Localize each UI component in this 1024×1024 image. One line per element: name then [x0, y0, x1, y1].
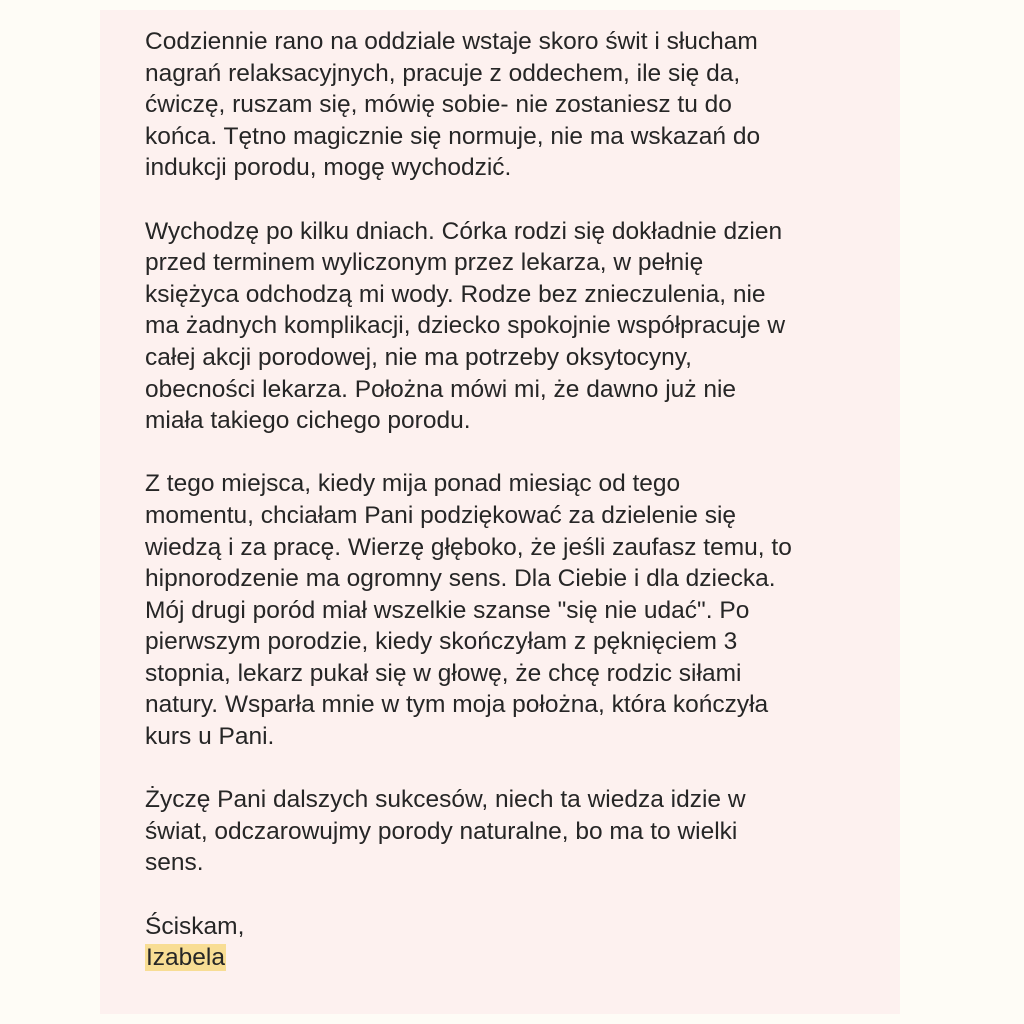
letter-body: [145, 26, 885, 974]
signature-name: Izabela: [146, 944, 226, 972]
paragraph-2: [145, 216, 885, 437]
paragraph-line: całej akcji porodowej, nie ma potrzeby oksytocyny,: [145, 343, 692, 371]
paragraph-1: [145, 26, 885, 184]
paragraph-line: nagrań relaksacyjnych, pracuje z oddechem, ile się da,: [145, 59, 741, 87]
paragraph-line: miała takiego cichego porodu.: [145, 407, 471, 435]
paragraph-line: wiedzą i za pracę. Wierzę głęboko, że jeśli zaufasz temu, to: [145, 533, 792, 561]
paragraph-3: [145, 468, 885, 752]
paragraph-line: przed terminem wyliczonym przez lekarza, w pełnię: [145, 249, 704, 277]
paragraph-line: ma żadnych komplikacji, dziecko spokojnie współpracuje w: [145, 312, 786, 340]
paragraph-line: momentu, chciałam Pani podziękować za dzielenie się: [145, 501, 737, 529]
paragraph-line: stopnia, lekarz pukał się w głowę, że chcę rodzic siłami: [145, 659, 742, 687]
paragraph-line: Codziennie rano na oddziale wstaje skoro świt i słucham: [145, 28, 758, 55]
paragraph-line: Życzę Pani dalszych sukcesów, niech ta wiedza idzie w: [145, 786, 746, 814]
signature-line: [145, 942, 885, 974]
paragraph-4: [145, 784, 885, 879]
paragraph-line: sens.: [145, 849, 204, 877]
paragraph-line: Z tego miejsca, kiedy mija ponad miesiąc od tego: [145, 470, 681, 498]
paragraph-line: świat, odczarowujmy porody naturalne, bo ma to wielki: [145, 817, 738, 845]
paragraph-line: końca. Tętno magicznie się normuje, nie ma wskazań do: [145, 122, 761, 150]
paragraph-line: pierwszym porodzie, kiedy skończyłam z pęknięciem 3: [145, 628, 738, 656]
paragraph-line: ćwiczę, ruszam się, mówię sobie- nie zostaniesz tu do: [145, 91, 732, 119]
paragraph-line: indukcji porodu, mogę wychodzić.: [145, 154, 512, 182]
paragraph-line: hipnorodzenie ma ogromny sens. Dla Ciebie i dla dziecka.: [145, 565, 776, 593]
paragraph-line: Mój drugi poród miał wszelkie szanse "się nie udać". Po: [145, 596, 750, 624]
paragraph-line: kurs u Pani.: [145, 723, 275, 751]
paragraph-line: Wychodzę po kilku dniach. Córka rodzi się dokładnie dzien: [145, 217, 783, 245]
paragraph-line: obecności lekarza. Położna mówi mi, że dawno już nie: [145, 375, 737, 403]
closing-salutation: Ściskam,: [145, 912, 245, 940]
paragraph-line: natury. Wsparła mnie w tym moja położna, która kończyła: [145, 691, 769, 719]
closing-block: [145, 911, 885, 974]
paragraph-line: księżyca odchodzą mi wody. Rodze bez znieczulenia, nie: [145, 280, 766, 308]
